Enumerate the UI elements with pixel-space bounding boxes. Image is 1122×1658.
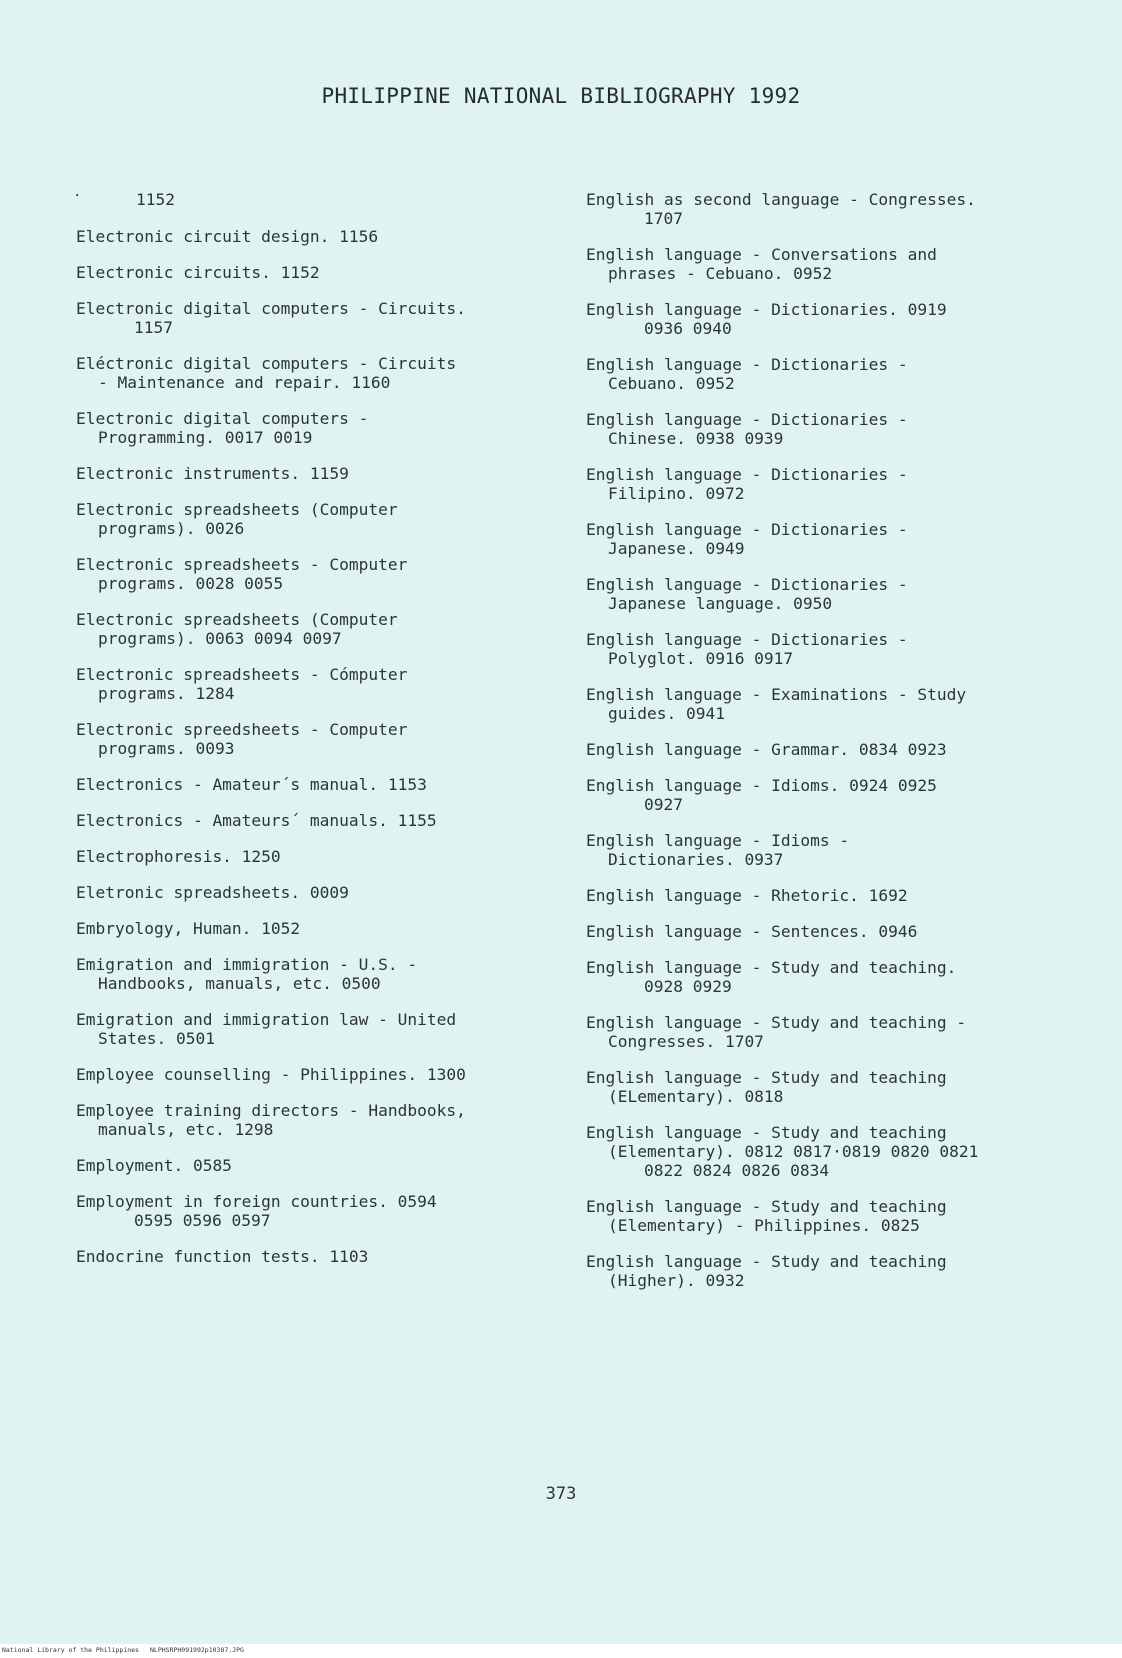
footer-strip (0, 1644, 1122, 1658)
entry-line: English language - Rhetoric. 1692 (586, 886, 908, 905)
entry-line: English language - Study and teaching - (586, 1013, 967, 1032)
right-column (586, 190, 1086, 1307)
entry-line: 0822 0824 0826 0834 (644, 1161, 830, 1180)
left-column (76, 190, 556, 1283)
entry-line: 0927 (644, 795, 683, 814)
entry-line: English language - Study and teaching (586, 1068, 947, 1087)
entry-line: Chinese. 0938 0939 (608, 429, 784, 448)
index-entry (586, 1068, 1086, 1106)
index-entry (586, 1197, 1086, 1235)
entry-line: Cebuano. 0952 (608, 374, 735, 393)
entry-line: Endocrine function tests. 1103 (76, 1247, 369, 1266)
file-label: NLPHSRPH091992p10387.JPG (150, 1646, 244, 1654)
index-entry (586, 245, 1086, 283)
entry-line: English language - Grammar. 0834 0923 (586, 740, 947, 759)
entry-line: 0936 0940 (644, 319, 732, 338)
entry-line: States. 0501 (98, 1029, 215, 1048)
index-entry (76, 1010, 556, 1048)
index-entry (586, 886, 1086, 905)
index-entry (586, 410, 1086, 448)
index-entry (76, 1156, 556, 1175)
entry-line: programs. 0093 (98, 739, 235, 758)
entry-line: Japanese language. 0950 (608, 594, 833, 613)
index-entry (76, 555, 556, 593)
entry-line: Electronics - Amateur´s manual. 1153 (76, 775, 427, 794)
index-entry (586, 740, 1086, 759)
entry-line: English language - Dictionaries. 0919 (586, 300, 947, 319)
index-entry (76, 1192, 556, 1230)
index-entry (586, 831, 1086, 869)
entry-line: Employment. 0585 (76, 1156, 232, 1175)
index-entry (586, 465, 1086, 503)
entry-line: Electronic spreedsheets - Computer (76, 720, 408, 739)
entry-line: English language - Study and teaching (586, 1197, 947, 1216)
entry-line: Electronic digital computers - Circuits. (76, 299, 466, 318)
entry-line: Electronic spreadsheets - Cómputer (76, 665, 408, 684)
index-entry (76, 955, 556, 993)
index-entry (586, 776, 1086, 814)
entry-line: English language - Dictionaries - (586, 575, 908, 594)
stray-mark: · (73, 188, 82, 204)
index-entry (586, 575, 1086, 613)
index-entry (76, 919, 556, 938)
entry-line: programs. 0028 0055 (98, 574, 284, 593)
index-entry (586, 1013, 1086, 1051)
entry-line: Employee counselling - Philippines. 1300 (76, 1065, 466, 1084)
entry-line: Polyglot. 0916 0917 (608, 649, 794, 668)
entry-line: English language - Dictionaries - (586, 520, 908, 539)
entry-line: Filipino. 0972 (608, 484, 745, 503)
index-entry (76, 775, 556, 794)
entry-line: phrases - Cebuano. 0952 (608, 264, 833, 283)
right-entry-list (586, 190, 1086, 1290)
index-entry (76, 409, 556, 447)
index-entry (586, 1252, 1086, 1290)
index-entry (76, 1065, 556, 1084)
entry-line: English language - Sentences. 0946 (586, 922, 918, 941)
entry-line: Eléctronic digital computers - Circuits (76, 354, 457, 373)
entry-line: English language - Study and teaching (586, 1252, 947, 1271)
index-entry (76, 847, 556, 866)
entry-line: Japanese. 0949 (608, 539, 745, 558)
index-entry (76, 610, 556, 648)
index-entry (76, 227, 556, 246)
entry-line: Electronic circuit design. 1156 (76, 227, 379, 246)
source-label: National Library of the Philippines (2, 1646, 139, 1654)
entry-line: 0595 0596 0597 (134, 1211, 271, 1230)
entry-line: Emigration and immigration law - United (76, 1010, 457, 1029)
index-entry (586, 685, 1086, 723)
entry-line: Dictionaries. 0937 (608, 850, 784, 869)
index-entry (76, 720, 556, 758)
page-number: 373 (545, 1484, 577, 1504)
entry-line: 0928 0929 (644, 977, 732, 996)
index-entry (76, 263, 556, 282)
entry-line: English language - Dictionaries - (586, 630, 908, 649)
index-entry (76, 883, 556, 902)
index-entry (76, 1247, 556, 1266)
entry-line: English as second language - Congresses. (586, 190, 976, 209)
entry-line: manuals, etc. 1298 (98, 1120, 274, 1139)
continuation-number: 1152 (136, 190, 175, 209)
entry-line: English language - Dictionaries - (586, 410, 908, 429)
index-entry (76, 354, 556, 392)
entry-line: English language - Idioms - (586, 831, 850, 850)
entry-line: Emigration and immigration - U.S. - (76, 955, 418, 974)
index-entry (76, 1101, 556, 1139)
left-entry-list (76, 227, 556, 1266)
entry-line: (Elementary). 0812 0817·0819 0820 0821 (608, 1142, 979, 1161)
entry-line: English language - Examinations - Study (586, 685, 967, 704)
entry-line: programs). 0063 0094 0097 (98, 629, 342, 648)
entry-line: English language - Dictionaries - (586, 465, 908, 484)
index-entry (586, 190, 1086, 228)
entry-line: 1157 (134, 318, 173, 337)
entry-line: English language - Study and teaching. (586, 958, 957, 977)
page-title: PHILIPPINE NATIONAL BIBLIOGRAPHY 1992 (321, 84, 801, 108)
index-entry (586, 922, 1086, 941)
entry-line: programs. 1284 (98, 684, 235, 703)
index-entry (586, 355, 1086, 393)
index-entry (76, 665, 556, 703)
entry-line: (Higher). 0932 (608, 1271, 745, 1290)
index-entry (76, 500, 556, 538)
index-entry (586, 630, 1086, 668)
entry-line: Employee training directors - Handbooks, (76, 1101, 466, 1120)
entry-line: Electronic spreadsheets (Computer (76, 500, 398, 519)
entry-line: Embryology, Human. 1052 (76, 919, 301, 938)
entry-line: Employment in foreign countries. 0594 (76, 1192, 437, 1211)
index-entry (76, 811, 556, 830)
index-entry (76, 299, 556, 337)
entry-line: English language - Conversations and (586, 245, 937, 264)
entry-line: Programming. 0017 0019 (98, 428, 313, 447)
entry-line: English language - Study and teaching (586, 1123, 947, 1142)
entry-line: English language - Idioms. 0924 0925 (586, 776, 937, 795)
index-entry (586, 1123, 1086, 1180)
entry-line: Electronic instruments. 1159 (76, 464, 349, 483)
entry-line: Electrophoresis. 1250 (76, 847, 281, 866)
index-entry (586, 300, 1086, 338)
index-entry (586, 520, 1086, 558)
entry-line: Electronic spreadsheets (Computer (76, 610, 398, 629)
entry-line: Congresses. 1707 (608, 1032, 764, 1051)
entry-line: (ELementary). 0818 (608, 1087, 784, 1106)
entry-line: Handbooks, manuals, etc. 0500 (98, 974, 381, 993)
entry-line: English language - Dictionaries - (586, 355, 908, 374)
entry-line: programs). 0026 (98, 519, 245, 538)
entry-line: guides. 0941 (608, 704, 725, 723)
entry-line: Electronic digital computers - (76, 409, 369, 428)
entry-line: Electronic circuits. 1152 (76, 263, 320, 282)
entry-line: - Maintenance and repair. 1160 (98, 373, 391, 392)
index-entry (76, 464, 556, 483)
entry-line: Electronics - Amateurs´ manuals. 1155 (76, 811, 437, 830)
entry-line: 1707 (644, 209, 683, 228)
entry-line: Electronic spreadsheets - Computer (76, 555, 408, 574)
index-entry (586, 958, 1086, 996)
entry-line: (Elementary) - Philippines. 0825 (608, 1216, 920, 1235)
entry-line: Eletronic spreadsheets. 0009 (76, 883, 349, 902)
